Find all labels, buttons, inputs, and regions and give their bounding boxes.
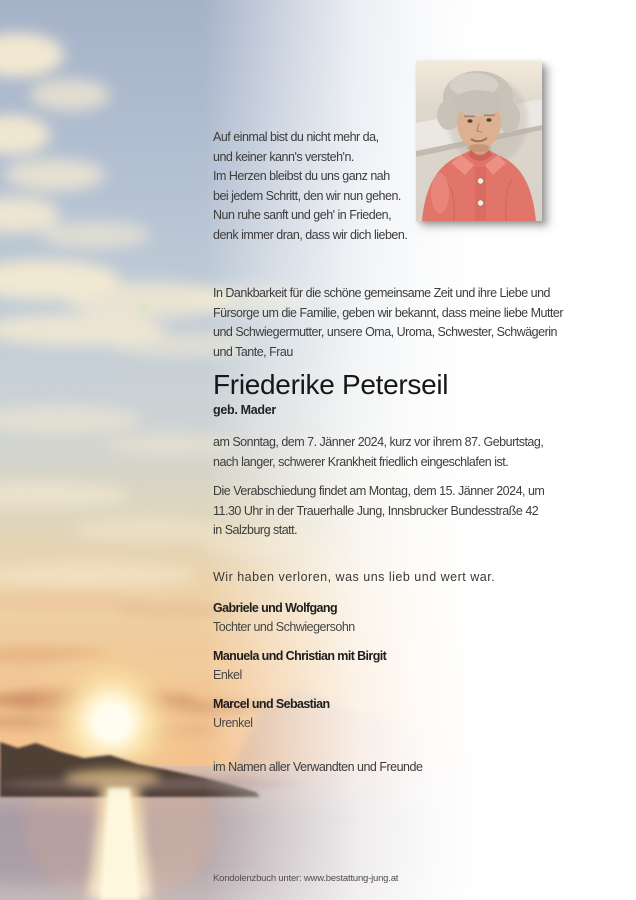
mourner-relation: Tochter und Schwiegersohn — [213, 620, 355, 634]
poem-line-2: und keiner kann's versteh'n. — [213, 149, 354, 164]
mourner-group-1 — [213, 600, 355, 635]
closing-line: im Namen aller Verwandten und Freunde — [213, 760, 423, 774]
poem-line-5: Nun ruhe sanft und geh' in Frieden, — [213, 208, 392, 222]
poem-line-6: denk immer dran, dass wir dich lieben. — [213, 227, 408, 242]
maiden-name: geb. Mader — [213, 403, 276, 417]
portrait-illustration — [416, 61, 542, 221]
intro-line-1: In Dankbarkeit für die schöne gemeinsame Zeit und ihre Liebe und — [213, 286, 550, 300]
condolence-book-note: Kondolenzbuch unter: www.bestattung-jung.at — [213, 873, 399, 884]
farewell-details — [213, 482, 544, 541]
poem-line-1: Auf einmal bist du nicht mehr da, — [213, 130, 379, 144]
announcement-intro — [213, 284, 563, 362]
intro-line-4: und Tante, Frau — [213, 344, 293, 359]
mourner-relation: Urenkel — [213, 716, 253, 730]
mourner-names: Gabriele und Wolfgang — [213, 601, 337, 615]
mourner-group-3 — [213, 696, 330, 731]
mourner-names: Marcel und Sebastian — [213, 697, 330, 711]
intro-line-3: und Schwiegermutter, unsere Oma, Uroma, Schwester, Schwägerin — [213, 325, 557, 339]
portrait-photo — [416, 61, 542, 221]
death-line-1: am Sonntag, dem 7. Jänner 2024, kurz vor ihrem 87. Geburtstag, — [213, 435, 544, 449]
mourner-names: Manuela und Christian mit Birgit — [213, 649, 387, 663]
loss-phrase: Wir haben verloren, was uns lieb und wert war. — [213, 570, 496, 584]
poem-line-4: bei jedem Schritt, den wir nun gehen. — [213, 188, 401, 203]
farewell-line-1: Die Verabschiedung findet am Montag, dem 15. Jänner 2024, um — [213, 484, 545, 498]
farewell-line-3: in Salzburg statt. — [213, 523, 298, 537]
mourner-group-2 — [213, 648, 386, 683]
poem-line-3: Im Herzen bleibst du uns ganz nah — [213, 169, 390, 183]
memorial-poem — [213, 128, 407, 245]
death-details — [213, 433, 543, 472]
farewell-line-2: 11.30 Uhr in der Trauerhalle Jung, Innsbrucker Bundesstraße 42 — [213, 503, 539, 518]
mourner-relation: Enkel — [213, 668, 242, 682]
deceased-name: Friederike Peterseil — [213, 369, 449, 400]
death-line-2: nach langer, schwerer Krankheit friedlich eingeschlafen ist. — [213, 454, 509, 469]
intro-line-2: Fürsorge um die Familie, geben wir bekannt, dass meine liebe Mutter — [213, 305, 564, 320]
